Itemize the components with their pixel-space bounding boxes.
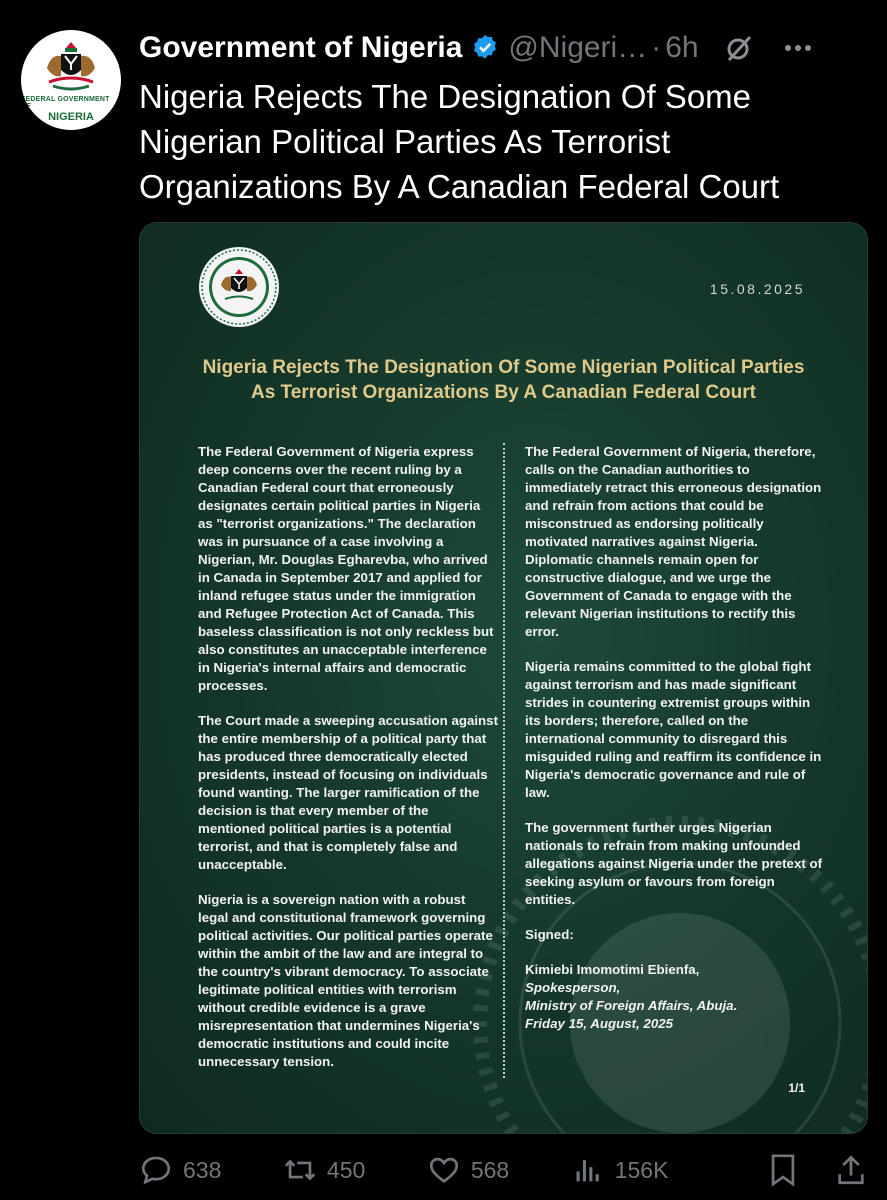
coat-of-arms-icon [39,38,103,94]
signatory-org: Ministry of Foreign Affairs, Abuja. [525,998,738,1013]
paragraph: The Court made a sweeping accusation against the entire membership of a political party that has produced three democratically elected presidents, instead of focusing on individuals found wanting. The larger ramification of the decision is that every member of the mentioned political parties is a potential terrorist, and that is completely false and unacceptable. [198,713,498,872]
post-image[interactable] [139,222,868,1134]
post-header [139,28,867,68]
paragraph: The Federal Government of Nigeria, therefore, calls on the Canadian authorities to immediately retract this erroneous designation and refrain from actions that could be misconstrued as endorsing politically motivated narratives against Nigeria. Diplomatic channels remain open for constructive dialogue, and we urge the Government of Canada to engage with the relevant Nigerian institutions to rectify this error. [525,444,822,639]
grok-icon[interactable] [723,32,755,64]
paragraph: The government further urges Nigerian nationals to refrain from making unfounded allegations against Nigeria under the pretext of seeking asylum or favours from foreign entities. [525,820,823,907]
more-options-icon[interactable] [783,33,813,63]
heart-icon [427,1153,461,1187]
repost-count: 450 [326,1156,366,1183]
column-divider [503,443,505,1078]
views-count: 156K [614,1156,669,1183]
author-avatar[interactable] [21,30,121,130]
document-left-column [198,443,498,1088]
document-date: 15.08.2025 [709,281,805,297]
separator-dot: · [651,31,662,64]
ministry-seal-icon [197,245,281,329]
author-name[interactable]: Government of Nigeria [139,31,463,64]
paragraph: Nigeria is a sovereign nation with a robust legal and constitutional framework governing political activities. Our political parties operate within the ambit of the law and are integral to the country's vibrant democracy. To associate legitimate political entities with terrorism without credible evidence is a grave misrepresentation that undermines Nigeria's democratic institutions and could incite unnecessary tension. [198,892,493,1069]
paragraph: Nigeria remains committed to the global fight against terrorism and has made significant strides in countering extremist groups within its borders; therefore, called on the international community to disregard this misguided ruling and reaffirm its confidence in Nigeria's democratic governance and rule of law. [525,659,822,800]
views-icon [571,1153,605,1187]
like-button[interactable] [427,1153,509,1187]
signatory-role: Spokesperson, [525,980,621,995]
page-number: 1/1 [788,1081,805,1095]
verified-badge-icon [470,33,500,63]
avatar-caption-top: FEDERAL GOVERNMENT OF [21,95,110,110]
signed-label: Signed: [525,927,574,942]
action-bar [139,1148,866,1192]
avatar-caption-bottom: NIGERIA [48,110,94,123]
post-text: Nigeria Rejects The Designation Of Some Nigerian Political Parties As Terrorist Organizations By A Canadian Federal Court [139,78,780,205]
views-button[interactable] [571,1153,669,1187]
author-handle[interactable]: @Nigeri… [508,31,648,64]
bookmark-icon[interactable] [768,1153,798,1187]
signatory-date: Friday 15, August, 2025 [525,1016,674,1031]
share-icon[interactable] [836,1153,866,1187]
like-count: 568 [470,1156,510,1183]
document-title: Nigeria Rejects The Designation Of Some Nigerian Political Parties As Terrorist Organizations By A Canadian Federal Court [202,357,805,403]
signatory-name: Kimiebi Imomotimi Ebienfa, [525,962,700,977]
repost-button[interactable] [283,1153,365,1187]
reply-button[interactable] [139,1153,221,1187]
reply-count: 638 [183,1156,222,1183]
paragraph: The Federal Government of Nigeria express deep concerns over the recent ruling by a Canadian Federal court that erroneously designates certain political parties in Nigeria as "terrorist organizations." The declaration was in pursuance of a case involving a Nigerian, Mr. Douglas Egharevba, who arrived in Canada in September 2017 and applied for inland refugee status under the immigration and Refugee Protection Act of Canada. This baseless classification is not only reckless but also constitutes an unacceptable interference in Nigeria's internal affairs and democratic processes. [198,444,494,693]
repost-icon [283,1153,317,1187]
document-right-column [525,443,825,1033]
reply-icon [139,1153,173,1187]
post-time[interactable]: 6h [665,31,699,64]
